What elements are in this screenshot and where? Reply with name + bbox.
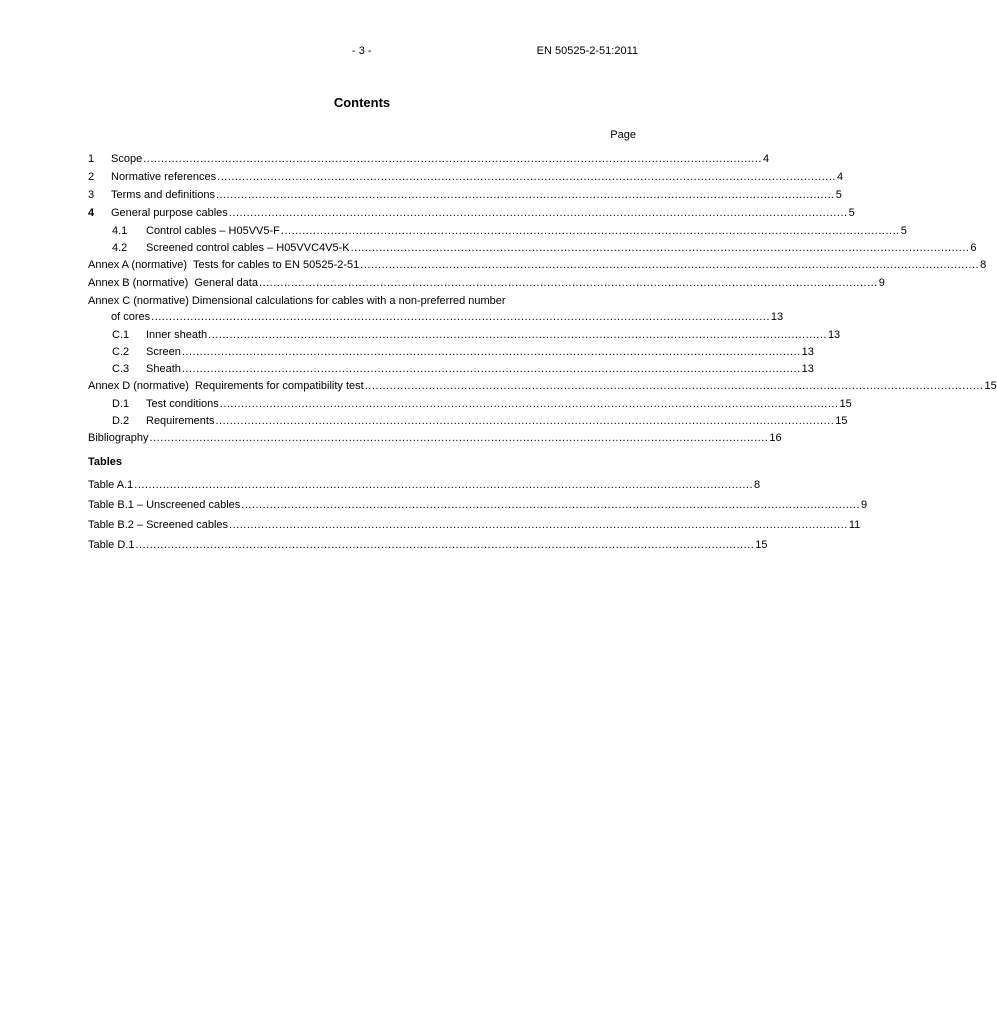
toc-entry-number: 2	[88, 171, 95, 183]
toc-entry-page: 8	[980, 259, 987, 271]
toc-entry-page: 5	[835, 189, 842, 201]
dot-leader: ..............................................................................................................................................................................	[215, 415, 835, 427]
toc-table-page: 15	[755, 539, 768, 551]
toc-entry-label: Scope	[111, 153, 143, 165]
toc-entry-page: 4	[762, 153, 770, 165]
toc-entry-screen[interactable]	[88, 345, 814, 360]
toc-entry-requirements[interactable]	[88, 414, 848, 429]
toc-entry-number: D.2	[112, 415, 130, 427]
toc-entry-label: Requirements	[146, 415, 215, 427]
toc-entry-label: Control cables – H05VV5-F	[146, 225, 280, 237]
toc-entry-page: 13	[770, 311, 784, 323]
toc-entry-annex-b[interactable]	[88, 276, 885, 291]
toc-entry-label: Annex A (normative) Tests for cables to EN 50525-2-51	[88, 259, 360, 271]
dot-leader: ..............................................................................................................................................................................	[241, 499, 861, 511]
dot-leader: ..............................................................................................................................................................................	[135, 539, 755, 551]
toc-entry-bibliography[interactable]	[88, 431, 782, 446]
toc-entry-general-purpose-cables[interactable]	[88, 206, 855, 221]
dot-leader: ..............................................................................................................................................................................	[228, 207, 848, 219]
toc-table-page: 8	[754, 479, 761, 491]
toc-entry-label: Bibliography	[88, 432, 149, 444]
toc-entry-page: 13	[801, 363, 814, 375]
toc-entry-sheath[interactable]	[88, 362, 814, 377]
toc-entry-label-continued: of cores	[111, 311, 151, 323]
toc-entry-page: 6	[970, 242, 977, 254]
toc-entry-page: 15	[835, 415, 848, 427]
toc-entry-label: Annex D (normative) Requirements for compatibility test	[88, 380, 364, 392]
toc-table-label: Table B.1 – Unscreened cables	[88, 499, 241, 511]
toc-entry-number: 3	[88, 189, 95, 201]
toc-entry-page: 13	[801, 346, 814, 358]
toc-entry-test-conditions[interactable]	[88, 397, 852, 412]
toc-entry-number: C.1	[112, 329, 130, 341]
toc-table-d1[interactable]	[88, 538, 768, 553]
dot-leader: ..............................................................................................................................................................................	[134, 479, 754, 491]
toc-entry-page: 13	[827, 329, 841, 341]
toc-table-b1[interactable]	[88, 498, 868, 513]
toc-entry-number: 4.2	[112, 242, 128, 254]
toc-entry-label: General purpose cables	[111, 207, 228, 219]
dot-leader: ..............................................................................................................................................................................	[181, 363, 801, 375]
tables-heading: Tables	[88, 456, 123, 468]
toc-entry-annex-c[interactable]	[88, 294, 784, 325]
dot-leader: ..............................................................................................................................................................................	[219, 398, 839, 410]
table-of-contents	[88, 152, 997, 553]
toc-entry-label: Annex B (normative) General data	[88, 277, 258, 289]
toc-entry-page: 4	[836, 171, 844, 183]
dot-leader: ..............................................................................................................................................................................	[217, 171, 836, 183]
toc-entry-annex-a[interactable]	[88, 258, 987, 273]
dot-leader: ..............................................................................................................................................................................	[364, 380, 984, 392]
toc-entry-label: Annex C (normative) Dimensional calculations for cables with a non-preferred number	[88, 295, 506, 307]
toc-entry-label: Screened control cables – H05VVC4V5-K	[146, 242, 350, 254]
toc-entry-number: 1	[88, 153, 95, 165]
toc-entry-label: Test conditions	[146, 398, 219, 410]
page-column-label: Page	[610, 129, 636, 141]
toc-entry-inner-sheath[interactable]	[88, 328, 841, 343]
toc-entry-label: Normative references	[111, 171, 217, 183]
toc-entry-page: 15	[839, 398, 852, 410]
toc-entry-label: Inner sheath	[146, 329, 208, 341]
toc-table-label: Table A.1	[88, 479, 134, 491]
toc-entry-number: C.3	[112, 363, 130, 375]
toc-table-page: 9	[861, 499, 868, 511]
toc-entry-terms-definitions[interactable]	[88, 188, 842, 203]
toc-entry-page: 15	[984, 380, 997, 392]
dot-leader: ..............................................................................................................................................................................	[151, 311, 770, 323]
dot-leader: ..............................................................................................................................................................................	[143, 153, 762, 165]
dot-leader: ..............................................................................................................................................................................	[149, 432, 769, 444]
toc-entry-label: Screen	[146, 346, 181, 358]
toc-entry-scope[interactable]	[88, 152, 770, 167]
dot-leader: ..............................................................................................................................................................................	[215, 189, 835, 201]
toc-entry-screened-control-cables[interactable]	[88, 241, 977, 256]
dot-leader: ..............................................................................................................................................................................	[181, 346, 801, 358]
dot-leader: ..............................................................................................................................................................................	[360, 259, 980, 271]
toc-table-a1[interactable]	[88, 478, 761, 493]
toc-entry-page: 5	[900, 225, 907, 237]
toc-entry-number: 4.1	[112, 225, 128, 237]
toc-entry-normative-references[interactable]	[88, 170, 844, 185]
toc-entry-label: Sheath	[146, 363, 181, 375]
dot-leader: ..............................................................................................................................................................................	[350, 242, 970, 254]
toc-entry-control-cables[interactable]	[88, 224, 907, 239]
toc-entry-number: C.2	[112, 346, 130, 358]
toc-entry-number: D.1	[112, 398, 130, 410]
toc-table-label: Table B.2 – Screened cables	[88, 519, 229, 531]
toc-entry-number: 4	[88, 207, 95, 219]
toc-table-label: Table D.1	[88, 539, 135, 551]
dot-leader: ..............................................................................................................................................................................	[280, 225, 900, 237]
toc-table-page: 11	[848, 519, 861, 531]
toc-entry-page: 16	[769, 432, 782, 444]
dot-leader: ..............................................................................................................................................................................	[208, 329, 827, 341]
toc-entry-annex-d[interactable]	[88, 379, 997, 394]
dot-leader: ..............................................................................................................................................................................	[229, 519, 848, 531]
page-title: Contents	[333, 95, 391, 110]
toc-entry-page: 5	[848, 207, 855, 219]
dot-leader: ..............................................................................................................................................................................	[258, 277, 878, 289]
toc-entry-page: 9	[878, 277, 885, 289]
toc-entry-label: Terms and definitions	[111, 189, 215, 201]
page-number: - 3 -	[352, 45, 372, 57]
document-id: EN 50525-2-51:2011	[536, 45, 638, 57]
toc-table-b2[interactable]	[88, 518, 861, 533]
